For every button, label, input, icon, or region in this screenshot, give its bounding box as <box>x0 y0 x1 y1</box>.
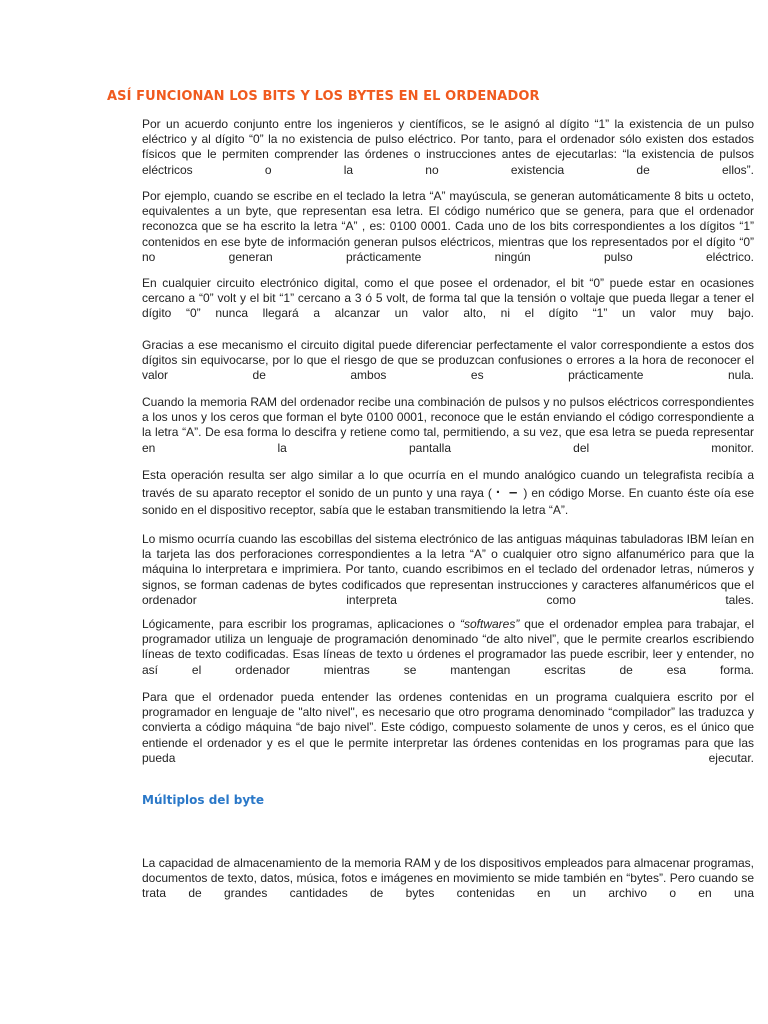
paragraph-ibm-tabulators: Lo mismo ocurría cuando las escobillas del sistema electrónico de las antiguas máquinas tabuladoras IBM leían en la tarjeta las dos perforaciones correspondientes a la letra “A” o cualquier otro signo alfanumérico para que la máquina lo interpretara e imprimiera. Por tanto, cuando escribimos en el teclado del ordenador letras, números y signos, se forman cadenas de bytes codificados que representan instrucciones y caracteres alfanuméricos que el ordenador interpreta como tales. <box>142 532 754 607</box>
software-text-before: Lógicamente, para escribir los programas, aplicaciones o <box>142 617 460 631</box>
telegraph-text-after: ) en código Morse. En cuanto éste oía ese sonido en el dispositivo receptor, sabía que le estaban transmitiendo la letra “A”. <box>142 485 754 518</box>
paragraph-pulses: Por un acuerdo conjunto entre los ingenieros y científicos, se le asignó al dígito “1” la existencia de un pulso eléctrico y al dígito “0” la no existencia de pulso eléctrico. Por tanto, para el ordenador sólo existen dos estados físicos que le permiten comprender las órdenes o instrucciones antes de ejecutarlas: “la existencia de pulsos eléctricos o la no existencia de ellos”. <box>142 117 754 177</box>
paragraph-voltage: En cualquier circuito electrónico digital, como el que posee el ordenador, el bit “0” puede estar en ocasiones cercano a “0” volt y el bit “1” cercano a 3 ó 5 volt, de forma tal que la tensión o voltaje que pueda llegar a tener el dígito “0” nunca llegará a alcanzar un valor alto, ni el dígito “1” un valor muy bajo. <box>142 276 754 321</box>
paragraph-letter-a-example: Por ejemplo, cuando se escribe en el teclado la letra “A” mayúscula, se generan automáticamente 8 bits u octeto, equivalentes a un byte, que representan esa letra. El código numérico que se genera, para que el ordenador reconozca que se ha escrito la letra “A” , es: 0100 0001. Cada uno de los bits correspondientes a los dígitos “1” contenidos en ese byte de información generan pulsos eléctricos, mientras que los representados por el dígito “0” no generan prácticamente ningún pulso eléctrico. <box>142 189 754 264</box>
paragraph-compiler: Para que el ordenador pueda entender las ordenes contenidas en un programa cualquiera escrito por el programador en lenguaje de "alto nivel", es necesario que otro programa denominado “compilador” las traduzca y convierta a código máquina “de bajo nivel”. Este código, compuesto solamente de unos y ceros, es el único que entiende el ordenador y es el que le permite interpretar las órdenes contenidas en los programas para que las pueda ejecutar. <box>142 690 754 765</box>
software-italic-term: “softwares” <box>460 617 520 631</box>
paragraph-telegraph <box>142 467 754 520</box>
page-title: ASÍ FUNCIONAN LOS BITS Y LOS BYTES EN EL ORDENADOR <box>107 89 540 104</box>
paragraph-ram-memory: Cuando la memoria RAM del ordenador recibe una combinación de pulsos y no pulsos eléctricos correspondientes a los unos y los ceros que forman el byte 0100 0001, reconoce que le están enviando el código correspondiente a la letra “A”. De esa forma lo descifra y retiene como tal, permitiendo, a su vez, que esa letra se pueda representar en la pantalla del monitor. <box>142 395 754 455</box>
paragraph-digital-circuit: Gracias a ese mecanismo el circuito digital puede diferenciar perfectamente el valor correspondiente a estos dos dígitos sin equivocarse, por lo que el riesgo de que se produzcan confusiones o errores a la hora de reconocer el valor de ambos es prácticamente nula. <box>142 338 754 383</box>
paragraph-programming-language <box>142 617 754 678</box>
software-text-after: que el ordenador emplea para trabajar, el programador utiliza un lenguaje de programación denominado “de alto nivel”, que le permite crearlos escribiendo líneas de texto codificadas. Esas líneas de texto u órdenes el programador las puede escribir, leer y entender, no así el ordenador mientras se mantengan escritas de esa forma. <box>142 617 754 677</box>
paragraph-storage-capacity: La capacidad de almacenamiento de la memoria RAM y de los dispositivos empleados para almacenar programas, documentos de texto, datos, música, fotos e imágenes en movimiento se mide también en “bytes”. Pero cuando se trata de grandes cantidades de bytes contenidas en un archivo o en una <box>142 856 754 901</box>
section-title: Múltiplos del byte <box>142 793 265 807</box>
telegraph-text-before: Esta operación resulta ser algo similar a lo que ocurría en el mundo analógico cuando un telegrafista recibía a través de su aparato receptor el sonido de un punto y una raya ( <box>142 468 754 500</box>
morse-code-symbol: · – <box>495 483 520 501</box>
